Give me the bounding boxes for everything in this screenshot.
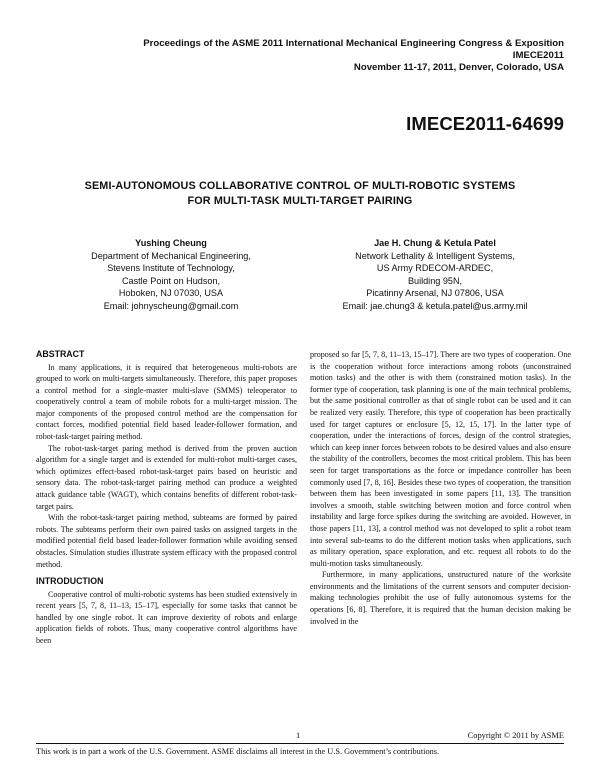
right-column: [310, 349, 571, 627]
author-name: Yushing Cheung: [135, 238, 207, 248]
conference-dates-location: November 11-17, 2011, Denver, Colorado, USA: [353, 62, 564, 74]
author-email: Email: johnyscheung@gmail.com: [103, 300, 239, 311]
introduction-heading: INTRODUCTION: [36, 576, 104, 587]
author-email: Email: jae.chung3 & ketula.patel@us.army.mil: [342, 300, 528, 311]
footer-rule: [36, 743, 564, 744]
abstract-heading: ABSTRACT: [36, 349, 85, 359]
author-affiliation-line: Hoboken, NJ 07030, USA: [118, 288, 224, 299]
copyright-notice: Copyright © 2011 by ASME: [467, 731, 564, 740]
author-affiliation-line: Department of Mechanical Engineering,: [91, 250, 251, 261]
author-affiliation-line: Stevens Institute of Technology,: [107, 263, 235, 274]
proceedings-title: Proceedings of the ASME 2011 International Mechanical Engineering Congress & Exposition: [143, 38, 564, 49]
proceedings-header: [143, 38, 564, 75]
author-affiliation-line: Building 95N,: [407, 275, 463, 286]
abstract-paragraph: The robot-task-target paring method is derived from the proven auction algorithm for a single target and is extended for multi-robot multi-target cases, which optimizes effect-based robot-task-target pairs based on heuristic and sensory data. The robot-task-target pairing method can produce a weighted attack guidance table (WAGT), which contains benefits of different robot-task-target pairs.: [36, 443, 297, 511]
author-block-1: [36, 237, 306, 313]
left-column: [36, 349, 297, 647]
government-notice: This work is in part a work of the U.S. Government. ASME disclaims all interest in the U.S. Government’s contributions.: [36, 747, 440, 756]
paper-title-line-1: SEMI-AUTONOMOUS COLLABORATIVE CONTROL OF MULTI-ROBOTIC SYSTEMS: [84, 180, 516, 192]
author-affiliation-line: Picatinny Arsenal, NJ 07806, USA: [366, 288, 504, 299]
author-block-2: [300, 237, 570, 313]
author-name: Jae H. Chung & Ketula Patel: [374, 238, 496, 248]
conference-code: IMECE2011: [512, 50, 564, 62]
introduction-paragraph: Cooperative control of multi-robotic systems has been studied extensively in recent years [5, 7, 8, 11–13, 15–17], especially for some tasks that cannot be handled by one single robot. It can improve dexterity of robots and enlarge application fields of robots. Thus, many cooperative control algorithms have been: [36, 589, 297, 646]
paper-title-line-2: FOR MULTI-TASK MULTI-TARGET PAIRING: [187, 194, 413, 207]
page-number: 1: [296, 731, 301, 740]
abstract-paragraph: With the robot-task-target pairing method, subteams are formed by paired robots. The subteams perform their own paired tasks on assigned targets in the modified potential field based leader-follower formation while avoiding sensed obstacles. Simulation studies illustrate system efficacy with the proposed control method.: [36, 513, 297, 569]
body-paragraph: proposed so far [5, 7, 8, 11–13, 15–17]. There are two types of cooperation. One is the cooperation without force interactions among robots (unconstrained motion tasks) and the other is with them (constrained motion tasks). In the former type of cooperation, task planning is one of the main technical problems, but the same positional controller as that of single robot can be used and it can be realized very easily. Therefore, this type of cooperation has been practically used for target captures or enclosure [5, 12, 15, 17]. In the latter type of cooperation, under the interactions of forces, design of the control strategies, which can keep inner forces between robots to be desired values and also ensure the stability of the controllers, becomes the most critical problem. This has been seen for target transportations as the force or impedance controller has been commonly used [7, 8, 16]. Besides these two types of cooperation, the transition between them has been investigated in some papers [11, 13]. The transition involves a smooth, stable switching between motion and force control when instability and large force spikes during the switching are avoided. However, in those papers [11, 13], a control method was not developed to split a robot team into several sub-teams to do the different motion tasks when applications, such as military operation, space exploration, and etc. request all robots to do the multi-motion tasks simultaneously.: [310, 350, 571, 568]
paper-title: [36, 179, 564, 208]
author-affiliation-line: Castle Point on Hudson,: [121, 275, 221, 286]
abstract-paragraph: In many applications, it is required that heterogeneous multi-robots are grouped to work on multi-targets simultaneously. Therefore, this paper proposes a control method for a single-master multi-slave (SMMS) teleoperator to cooperatively control a team of mobile robots for a multi-target mission. The major components of the proposed control method are the compensation for contact forces, modified potential field based leader-follower formation, and robot-task-target pairing method.: [36, 362, 297, 442]
author-affiliation-line: US Army RDECOM-ARDEC,: [376, 263, 494, 274]
author-affiliation-line: Network Lethality & Intelligent Systems,: [355, 250, 515, 261]
paper-id: IMECE2011-64699: [406, 113, 564, 134]
body-paragraph: Furthermore, in many applications, unstructured nature of the worksite environments and the limitations of the current sensors and computer decision-making technologies prohibit the use of fully autonomous systems for the operations [6, 8]. Therefore, it is required that the human decision making be involved in the: [310, 570, 571, 626]
